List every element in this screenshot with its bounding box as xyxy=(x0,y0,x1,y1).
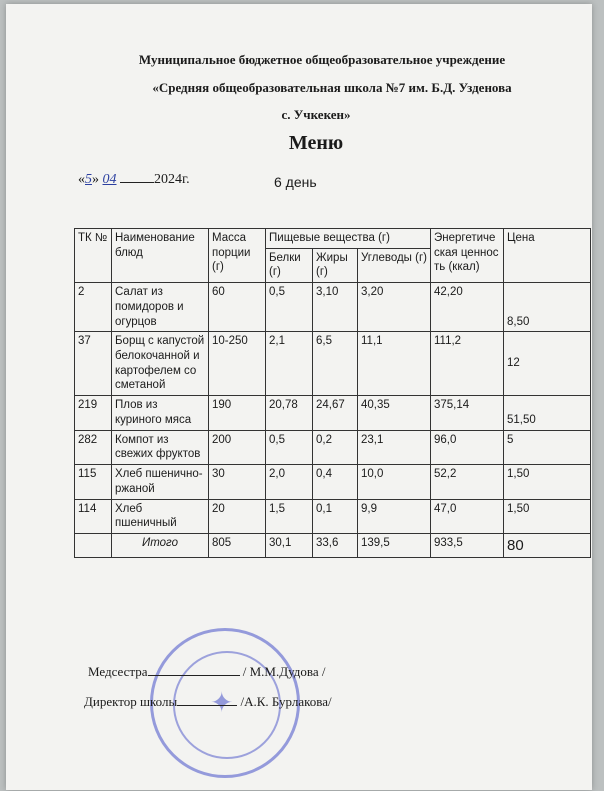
cell-tk: 37 xyxy=(75,332,112,396)
cell-carbs: 40,35 xyxy=(358,396,431,430)
cell-fat: 24,67 xyxy=(313,396,358,430)
cell-tk: 2 xyxy=(75,283,112,332)
cell-name: Компот из свежих фруктов xyxy=(112,430,209,464)
cell-energy: 47,0 xyxy=(431,499,504,533)
header-line-3: с. Учкекен» xyxy=(281,107,351,122)
cell-mass: 200 xyxy=(209,430,266,464)
header-mass: Масса порции (г) xyxy=(209,229,266,283)
table-header-row xyxy=(75,229,591,249)
cell-name: Хлеб пшенично-ржаной xyxy=(112,465,209,499)
cell-fat: 0,1 xyxy=(313,499,358,533)
total-label: Итого xyxy=(112,533,209,557)
total-price: 80 xyxy=(504,533,591,557)
cell-fat: 6,5 xyxy=(313,332,358,396)
cell-fat: 0,2 xyxy=(313,430,358,464)
total-protein: 30,1 xyxy=(266,533,313,557)
cell-price: 12 xyxy=(504,332,591,396)
header-fat: Жиры (г) xyxy=(313,248,358,282)
cell-protein: 0,5 xyxy=(266,430,313,464)
cell-name: Борщ с капустой белокочанной и картофелем со сметаной xyxy=(112,332,209,396)
cell-protein: 0,5 xyxy=(266,283,313,332)
header-nutrients: Пищевые вещества (г) xyxy=(266,229,431,249)
cell-mass: 190 xyxy=(209,396,266,430)
cell-tk: 282 xyxy=(75,430,112,464)
cell-carbs: 23,1 xyxy=(358,430,431,464)
header-protein: Белки (г) xyxy=(266,248,313,282)
cell-carbs: 9,9 xyxy=(358,499,431,533)
date-open-quote: « xyxy=(78,172,85,187)
cell-energy: 96,0 xyxy=(431,430,504,464)
total-fat: 33,6 xyxy=(313,533,358,557)
header-price: Цена xyxy=(504,229,591,283)
date-year: 2024г. xyxy=(154,172,190,187)
total-mass: 805 xyxy=(209,533,266,557)
date-line xyxy=(78,172,190,188)
cell-name: Плов из куриного мяса xyxy=(112,396,209,430)
header-line-1: Муниципальное бюджетное общеобразовательное учреждение xyxy=(138,52,506,67)
cell-price: 8,50 xyxy=(504,283,591,332)
cell-protein: 20,78 xyxy=(266,396,313,430)
cell-protein: 2,0 xyxy=(266,465,313,499)
cell-carbs: 3,20 xyxy=(358,283,431,332)
header-carbs: Углеводы (г) xyxy=(358,248,431,282)
cell-fat: 0,4 xyxy=(313,465,358,499)
cell-carbs: 11,1 xyxy=(358,332,431,396)
cell-energy: 42,20 xyxy=(431,283,504,332)
cell-tk-empty xyxy=(75,533,112,557)
cell-tk: 115 xyxy=(75,465,112,499)
cell-tk: 219 xyxy=(75,396,112,430)
table-total-row xyxy=(75,533,591,557)
stamp-emblem-icon: ✦ xyxy=(210,688,234,719)
cell-mass: 10-250 xyxy=(209,332,266,396)
cell-name: Хлеб пшеничный xyxy=(112,499,209,533)
header-energy: Энергетическая ценность (ккал) xyxy=(431,229,504,283)
nurse-name: / М.М.Дудова / xyxy=(242,664,326,679)
cell-price: 1,50 xyxy=(504,465,591,499)
cell-carbs: 10,0 xyxy=(358,465,431,499)
table-row xyxy=(75,396,591,430)
table-row xyxy=(75,499,591,533)
cell-protein: 2,1 xyxy=(266,332,313,396)
total-energy: 933,5 xyxy=(431,533,504,557)
cell-energy: 52,2 xyxy=(431,465,504,499)
nurse-label: Медсестра xyxy=(88,664,148,679)
header-tk: ТК № xyxy=(75,229,112,283)
date-close-quote: » xyxy=(92,172,99,187)
cell-price: 51,50 xyxy=(504,396,591,430)
cell-fat: 3,10 xyxy=(313,283,358,332)
cell-mass: 30 xyxy=(209,465,266,499)
cell-protein: 1,5 xyxy=(266,499,313,533)
cell-energy: 111,2 xyxy=(431,332,504,396)
table-row xyxy=(75,283,591,332)
cell-name: Салат из помидоров и огурцов xyxy=(112,283,209,332)
director-signature-line xyxy=(84,693,332,710)
menu-table xyxy=(74,228,591,558)
table-row xyxy=(75,430,591,464)
cell-price: 1,50 xyxy=(504,499,591,533)
header-line-2: «Средняя общеобразовательная школа №7 им. Б.Д. Узденова xyxy=(152,80,512,95)
cell-mass: 20 xyxy=(209,499,266,533)
cell-mass: 60 xyxy=(209,283,266,332)
date-day: 5 xyxy=(85,172,92,187)
director-label: Директор школы xyxy=(84,694,178,709)
date-month: 04 xyxy=(102,172,117,187)
total-carbs: 139,5 xyxy=(358,533,431,557)
nurse-signature-line xyxy=(88,663,326,680)
table-row xyxy=(75,332,591,396)
director-name: /А.К. Бурлакова/ xyxy=(240,694,332,709)
page-title: Меню xyxy=(288,132,344,154)
cell-price: 5 xyxy=(504,430,591,464)
header-name: Наименование блюд xyxy=(112,229,209,283)
table-row xyxy=(75,465,591,499)
cell-energy: 375,14 xyxy=(431,396,504,430)
cell-tk: 114 xyxy=(75,499,112,533)
day-label: 6 день xyxy=(274,174,317,190)
